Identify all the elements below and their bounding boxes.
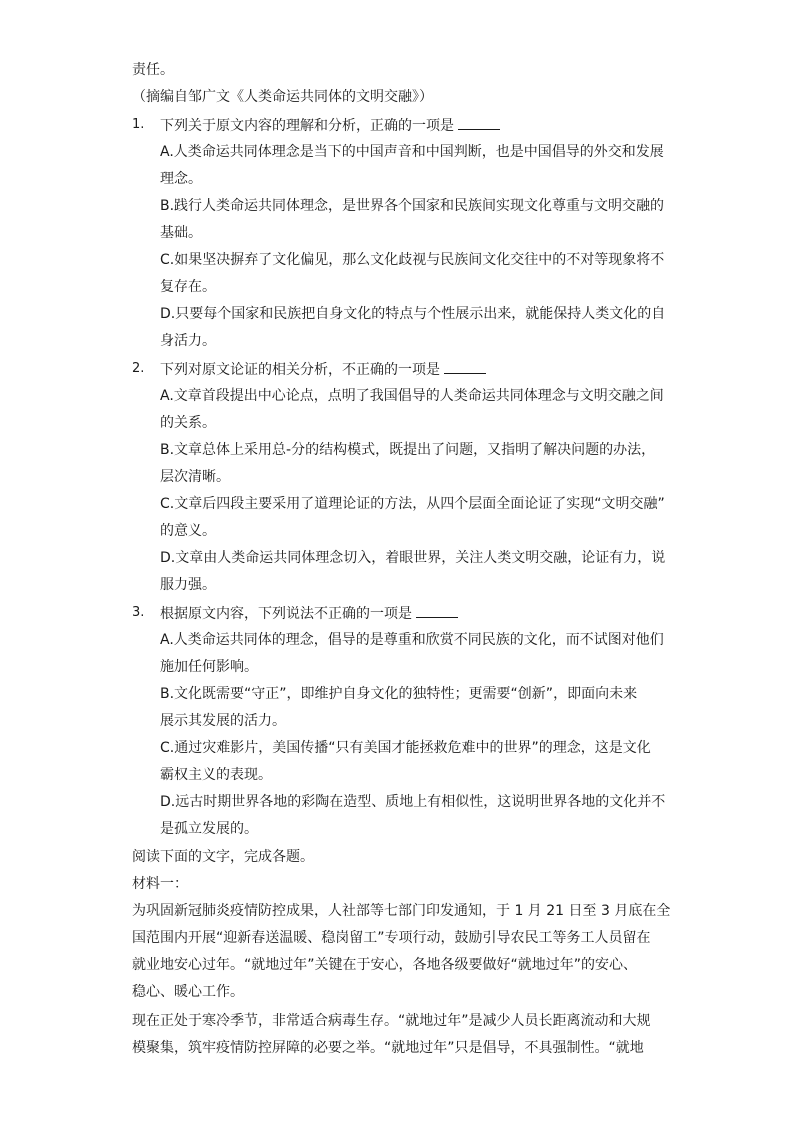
question-1-option-b-line2: 基础。: [160, 225, 202, 241]
material-line-2: 国范围内开展“迎新春送温暖、稳岗留工”专项行动，鼓励引导农民工等务工人员留在: [132, 930, 651, 946]
question-2-stem: [160, 359, 486, 380]
question-2-option-a-line1: A.文章首段提出中心论点，点明了我国倡导的人类命运共同体理念与文明交融之间: [160, 388, 664, 404]
material-line-3: 就业地安心过年。“就地过年”关键在于安心，各地各级要做好“就地过年”的安心、: [132, 957, 638, 973]
material-line-6: 模聚集，筑牢疫情防控屏障的必要之举。“就地过年”只是倡导，不具强制性。“就地: [132, 1040, 644, 1056]
question-1-option-a-line2: 理念。: [160, 171, 202, 187]
question-3-option-a-line2: 施加任何影响。: [160, 659, 258, 675]
question-1-number: 1.: [132, 117, 145, 132]
question-1-stem: [160, 115, 500, 136]
material-line-4: 稳心、暖心工作。: [132, 984, 244, 1000]
question-3-option-c-line2: 霸权主义的表现。: [160, 767, 272, 783]
material-line-1: 为巩固新冠肺炎疫情防控成果，人社部等七部门印发通知，于 1 月 21 日至 3 月底在全: [132, 903, 671, 919]
question-1-option-d-line1: D.只要每个国家和民族把自身文化的特点与个性展示出来，就能保持人类文化的自: [160, 306, 666, 322]
question-3-option-d-line1: D.远古时期世界各地的彩陶在造型、质地上有相似性，这说明世界各地的文化并不: [160, 794, 666, 810]
question-3-stem-text: 根据原文内容，下列说法不正确的一项是: [160, 606, 412, 622]
question-2-stem-text: 下列对原文论证的相关分析，不正确的一项是: [160, 362, 440, 378]
question-1-option-a-line1: A.人类命运共同体理念是当下的中国声音和中国判断，也是中国倡导的外交和发展: [160, 144, 664, 160]
reading-instruction: 阅读下面的文字，完成各题。: [132, 849, 314, 865]
answer-blank[interactable]: [416, 603, 458, 618]
question-1-option-d-line2: 身活力。: [160, 333, 216, 349]
question-2-option-c-line2: 的意义。: [160, 523, 216, 539]
question-1-option-c-line2: 复存在。: [160, 279, 216, 295]
question-1-option-b-line1: B.践行人类命运共同体理念，是世界各个国家和民族间实现文化尊重与文明交融的: [160, 198, 665, 214]
question-3-option-a-line1: A.人类命运共同体的理念，倡导的是尊重和欣赏不同民族的文化，而不试图对他们: [160, 632, 664, 648]
material-line-5: 现在正处于寒冷季节，非常适合病毒生存。“就地过年”是减少人员长距离流动和大规: [132, 1013, 651, 1029]
question-3-option-b-line2: 展示其发展的活力。: [160, 713, 286, 729]
answer-blank[interactable]: [458, 115, 500, 130]
question-3-option-c-line1: C.通过灾难影片，美国传播“只有美国才能拯救危难中的世界”的理念，这是文化: [160, 740, 651, 756]
question-2-option-a-line2: 的关系。: [160, 415, 216, 431]
answer-blank[interactable]: [444, 359, 486, 374]
question-2-option-b-line1: B.文章总体上采用总-分的结构模式，既提出了问题，又指明了解决问题的办法，: [160, 442, 656, 458]
passage-tail: 责任。: [132, 62, 174, 78]
source-citation: （摘编自邹广文《人类命运共同体的文明交融》）: [132, 89, 433, 105]
question-2-option-d-line1: D.文章由人类命运共同体理念切入，着眼世界，关注人类文明交融，论证有力，说: [160, 550, 666, 566]
question-3-option-d-line2: 是孤立发展的。: [160, 821, 258, 837]
question-2-number: 2.: [132, 361, 145, 376]
material-title: 材料一：: [132, 876, 188, 892]
question-2-option-c-line1: C.文章后四段主要采用了道理论证的方法，从四个层面全面论证了实现“文明交融”: [160, 496, 665, 512]
question-2-option-d-line2: 服力强。: [160, 577, 216, 593]
question-3-number: 3.: [132, 605, 145, 620]
question-1-option-c-line1: C.如果坚决摒弃了文化偏见，那么文化歧视与民族间文化交往中的不对等现象将不: [160, 252, 665, 268]
question-1-stem-text: 下列关于原文内容的理解和分析，正确的一项是: [160, 118, 454, 134]
question-3-option-b-line1: B.文化既需要“守正”，即维护自身文化的独特性；更需要“创新”，即面向未来: [160, 686, 638, 702]
question-2-option-b-line2: 层次清晰。: [160, 469, 230, 485]
question-3-stem: [160, 603, 458, 624]
